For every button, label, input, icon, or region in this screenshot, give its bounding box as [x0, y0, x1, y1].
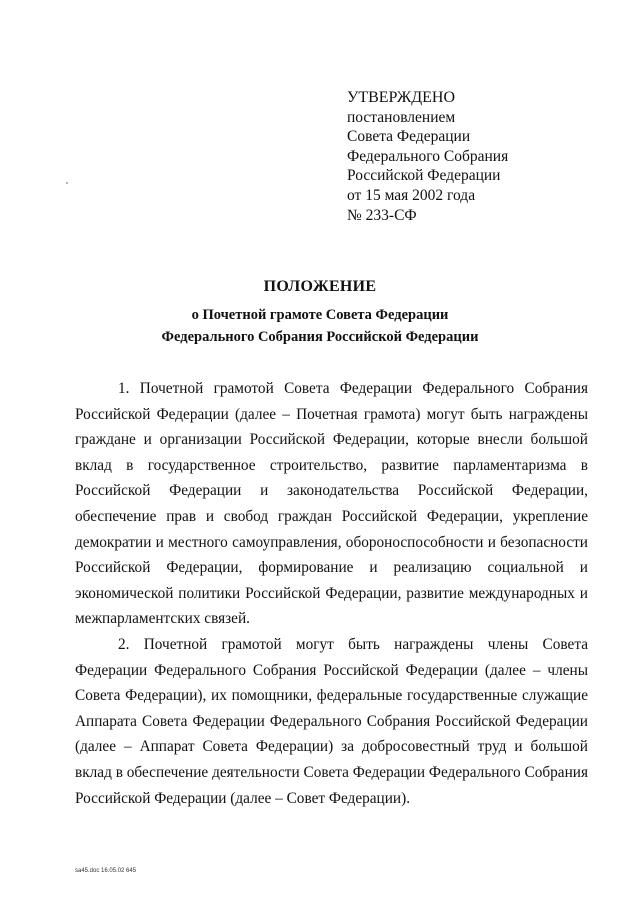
approval-line: Совета Федерации: [347, 128, 471, 146]
document-subtitle-line1: о Почетной грамоте Совета Федерации: [191, 307, 449, 323]
approval-stamp-block: [347, 88, 508, 225]
approval-line: постановлением: [347, 108, 456, 126]
approval-number: № 233-СФ: [347, 206, 417, 224]
approval-heading: УТВЕРЖДЕНО: [347, 89, 456, 106]
file-reference-footer: sa45.doc 16.05.02 645: [75, 868, 137, 874]
approval-line: Федерального Собрания: [347, 147, 509, 165]
approval-date: от 15 мая 2002 года: [347, 186, 476, 204]
document-title: ПОЛОЖЕНИЕ: [263, 278, 377, 295]
document-subtitle-line2: Федерального Собрания Российской Федерации: [161, 329, 479, 345]
approval-line: Российской Федерации: [347, 167, 501, 185]
paragraph-1: 1. Почетной грамотой Совета Федерации Федерального Собрания Российской Федерации (далее – Почетная грамота) могут быть награждены граждане и организации Российской Федерации, которые внесли большой вклад в государственное строительство, развитие парламентаризма в Российской Федерации и законодательства Российской Федерации, обеспечение прав и свобод граждан Российской Федерации, укрепление демократии и местного самоуправления, обороноспособности и безопасности Российской Федерации, формирование и реализацию социальной и экономической политики Российской Федерации, развитие международных и межпарламентских связей.: [75, 380, 588, 628]
scan-speck: [66, 182, 68, 184]
document-heading: [60, 276, 580, 348]
paragraph-2: 2. Почетной грамотой могут быть награждены члены Совета Федерации Федерального Собрания Российской Федерации (далее – члены Совета Федерации), их помощники, федеральные государственные служащие Аппарата Совета Федерации Федерального Собрания Российской Федерации (далее – Аппарат Совета Федерации) за добросовестный труд и большой вклад в обеспечение деятельности Совета Федерации Федерального Собрания Российской Федерации (далее – Совет Федерации).: [75, 635, 588, 807]
document-body: [75, 376, 588, 811]
